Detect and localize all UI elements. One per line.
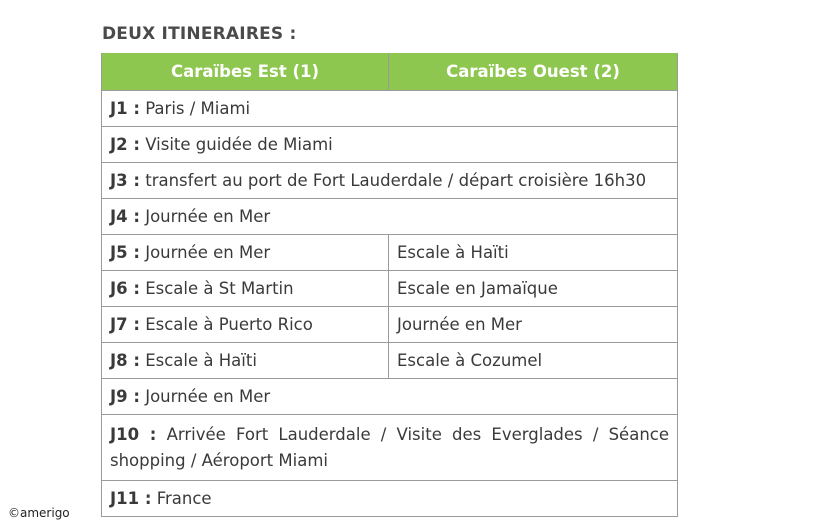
- day-label: J3 :: [110, 171, 140, 190]
- day-label: J7 :: [110, 315, 140, 334]
- table-cell: [102, 481, 678, 517]
- day-description: Journée en Mer: [145, 207, 271, 226]
- table-cell-east: [102, 235, 389, 271]
- table-row-j7: [102, 307, 678, 343]
- table-cell: [102, 91, 678, 127]
- table-cell: [102, 199, 678, 235]
- table-row-j11: [102, 481, 678, 517]
- table-row-j10: [102, 415, 678, 481]
- table-row-j1: [102, 91, 678, 127]
- day-label: J4 :: [110, 207, 140, 226]
- day-description: Arrivée Fort Lauderdale / Visite des Everglades / Séance shopping / Aéroport Miami: [110, 424, 669, 470]
- day-label: J10 :: [110, 424, 157, 444]
- table-row-j2: [102, 127, 678, 163]
- table-cell: [102, 415, 678, 481]
- east-description: Escale à Haïti: [145, 351, 257, 370]
- day-label: J8 :: [110, 351, 140, 370]
- table-row-j3: [102, 163, 678, 199]
- table-row-j4: [102, 199, 678, 235]
- day-label: J9 :: [110, 387, 140, 406]
- table-cell-east: [102, 271, 389, 307]
- table-row-j9: [102, 379, 678, 415]
- day-description: Paris / Miami: [145, 99, 251, 118]
- table-cell-west: Escale en Jamaïque: [389, 271, 678, 307]
- table-cell-east: [102, 343, 389, 379]
- table-cell-west: Journée en Mer: [389, 307, 678, 343]
- table-row-j8: [102, 343, 678, 379]
- column-header-east: Caraïbes Est (1): [102, 53, 389, 91]
- day-label: J1 :: [110, 99, 140, 118]
- table-cell-east: [102, 307, 389, 343]
- east-description: Journée en Mer: [145, 243, 271, 262]
- table-cell-west: Escale à Cozumel: [389, 343, 678, 379]
- day-description: France: [156, 489, 212, 508]
- day-description: Journée en Mer: [145, 387, 271, 406]
- day-label: J5 :: [110, 243, 140, 262]
- column-header-west: Caraïbes Ouest (2): [389, 53, 678, 91]
- table-cell: [102, 127, 678, 163]
- table-header-row: [102, 53, 678, 91]
- day-label: J6 :: [110, 279, 140, 298]
- east-description: Escale à St Martin: [145, 279, 294, 298]
- table-row-j5: [102, 235, 678, 271]
- copyright-credit: ©amerigo: [8, 506, 70, 520]
- day-label: J2 :: [110, 135, 140, 154]
- itinerary-table: [101, 53, 678, 517]
- table-cell-west: Escale à Haïti: [389, 235, 678, 271]
- itinerary-heading: DEUX ITINERAIRES :: [102, 24, 297, 44]
- table-cell: [102, 379, 678, 415]
- table-row-j6: [102, 271, 678, 307]
- day-label: J11 :: [110, 489, 152, 508]
- day-description: Visite guidée de Miami: [145, 135, 333, 154]
- table-cell: [102, 163, 678, 199]
- east-description: Escale à Puerto Rico: [145, 315, 313, 334]
- day-description: transfert au port de Fort Lauderdale / départ croisière 16h30: [145, 171, 647, 190]
